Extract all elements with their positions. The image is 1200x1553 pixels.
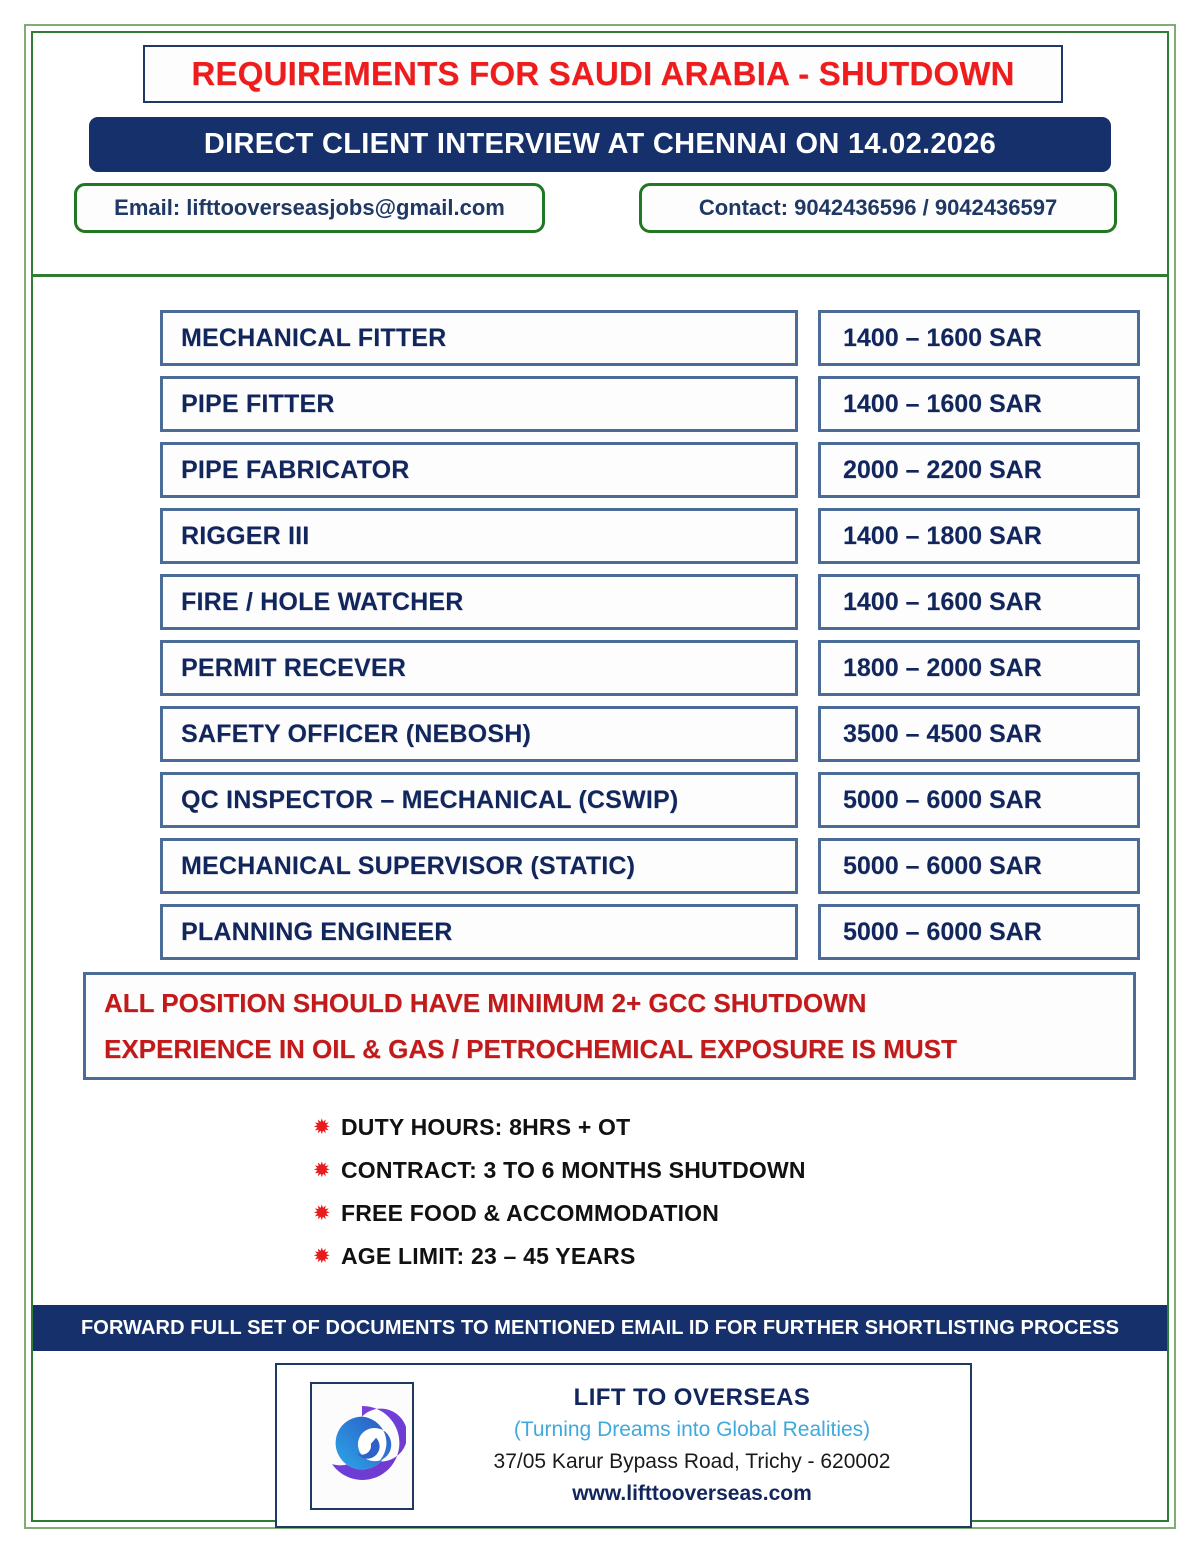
table-row: [160, 376, 1140, 432]
job-salary-cell: [818, 442, 1140, 498]
experience-notice: [83, 972, 1136, 1080]
list-item: [313, 1192, 1013, 1235]
job-title: PIPE FITTER: [181, 389, 335, 418]
logo-frame: [310, 1382, 414, 1510]
list-item: [313, 1149, 1013, 1192]
experience-notice-line-1: ALL POSITION SHOULD HAVE MINIMUM 2+ GCC SHUTDOWN: [104, 988, 867, 1018]
job-salary-cell: [818, 772, 1140, 828]
job-salary-cell: [818, 310, 1140, 366]
starburst-icon: ✹: [313, 1159, 331, 1182]
company-info: [414, 1382, 970, 1510]
job-salary-cell: [818, 376, 1140, 432]
list-item-label: FREE FOOD & ACCOMMODATION: [341, 1200, 720, 1226]
list-item-label: CONTRACT: 3 TO 6 MONTHS SHUTDOWN: [341, 1157, 806, 1183]
job-salary: 1400 – 1800 SAR: [843, 521, 1042, 550]
job-title: MECHANICAL FITTER: [181, 323, 447, 352]
company-address: 37/05 Karur Bypass Road, Trichy - 620002: [493, 1449, 891, 1473]
contact-label: Contact: 9042436596 / 9042436597: [698, 195, 1058, 220]
interview-banner: [89, 117, 1111, 172]
job-title-cell: [160, 574, 798, 630]
job-salary-cell: [818, 508, 1140, 564]
table-row: [160, 640, 1140, 696]
job-salary-cell: [818, 640, 1140, 696]
list-item-label: AGE LIMIT: 23 – 45 YEARS: [341, 1243, 636, 1269]
table-row: [160, 772, 1140, 828]
job-title: PLANNING ENGINEER: [181, 917, 453, 946]
job-title: MECHANICAL SUPERVISOR (STATIC): [181, 851, 636, 880]
table-row: [160, 574, 1140, 630]
contact-pill[interactable]: [639, 183, 1117, 233]
job-salary: 5000 – 6000 SAR: [843, 851, 1042, 880]
table-row: [160, 442, 1140, 498]
job-title: SAFETY OFFICER (NEBOSH): [181, 719, 531, 748]
table-row: [160, 310, 1140, 366]
interview-banner-label: DIRECT CLIENT INTERVIEW AT CHENNAI ON 14.02.2026: [203, 128, 997, 160]
company-website[interactable]: www.lifttooverseas.com: [572, 1481, 812, 1505]
job-title: PIPE FABRICATOR: [181, 455, 410, 484]
table-row: [160, 508, 1140, 564]
job-title-cell: [160, 376, 798, 432]
email-pill[interactable]: [74, 183, 545, 233]
job-title-cell: [160, 640, 798, 696]
job-title-cell: [160, 442, 798, 498]
job-title-cell: [160, 772, 798, 828]
wave-swirl-logo-icon: [318, 1399, 406, 1492]
job-title: QC INSPECTOR – MECHANICAL (CSWIP): [181, 785, 679, 814]
list-item: [313, 1106, 1013, 1149]
job-title-cell: [160, 310, 798, 366]
table-row: [160, 706, 1140, 762]
table-row: [160, 838, 1140, 894]
company-card: [275, 1363, 972, 1528]
submission-banner-label: FORWARD FULL SET OF DOCUMENTS TO MENTIONED EMAIL ID FOR FURTHER SHORTLISTING PROCESS: [80, 1316, 1120, 1339]
job-salary: 1400 – 1600 SAR: [843, 323, 1042, 352]
contact-row: [31, 183, 1169, 239]
starburst-icon: ✹: [313, 1116, 331, 1139]
job-title: RIGGER III: [181, 521, 310, 550]
job-title-cell: [160, 508, 798, 564]
job-title-cell: [160, 838, 798, 894]
job-title-cell: [160, 706, 798, 762]
job-salary-cell: [818, 838, 1140, 894]
company-name: LIFT TO OVERSEAS: [573, 1383, 811, 1411]
job-salary: 1400 – 1600 SAR: [843, 587, 1042, 616]
starburst-icon: ✹: [313, 1245, 331, 1268]
job-title: FIRE / HOLE WATCHER: [181, 587, 464, 616]
submission-banner: [33, 1305, 1167, 1351]
job-title-cell: [160, 904, 798, 960]
job-salary: 1400 – 1600 SAR: [843, 389, 1042, 418]
job-salary-cell: [818, 904, 1140, 960]
job-salary: 3500 – 4500 SAR: [843, 719, 1042, 748]
job-list: [160, 310, 1140, 970]
job-title: PERMIT RECEVER: [181, 653, 407, 682]
email-label: Email: lifttooverseasjobs@gmail.com: [114, 195, 505, 220]
job-salary-cell: [818, 706, 1140, 762]
list-item: [313, 1235, 1013, 1278]
job-salary: 2000 – 2200 SAR: [843, 455, 1042, 484]
company-tagline: (Turning Dreams into Global Realities): [513, 1417, 871, 1441]
job-salary: 5000 – 6000 SAR: [843, 917, 1042, 946]
starburst-icon: ✹: [313, 1202, 331, 1225]
job-salary-cell: [818, 574, 1140, 630]
list-item-label: DUTY HOURS: 8HRS + OT: [341, 1114, 631, 1140]
page-title: REQUIREMENTS FOR SAUDI ARABIA - SHUTDOWN: [191, 55, 1015, 92]
terms-list: [313, 1106, 1013, 1278]
table-row: [160, 904, 1140, 960]
poster-header: [31, 31, 1169, 277]
job-salary: 1800 – 2000 SAR: [843, 653, 1042, 682]
experience-notice-line-2: EXPERIENCE IN OIL & GAS / PETROCHEMICAL EXPOSURE IS MUST: [104, 1034, 957, 1064]
page-title-box: [143, 45, 1063, 103]
job-salary: 5000 – 6000 SAR: [843, 785, 1042, 814]
